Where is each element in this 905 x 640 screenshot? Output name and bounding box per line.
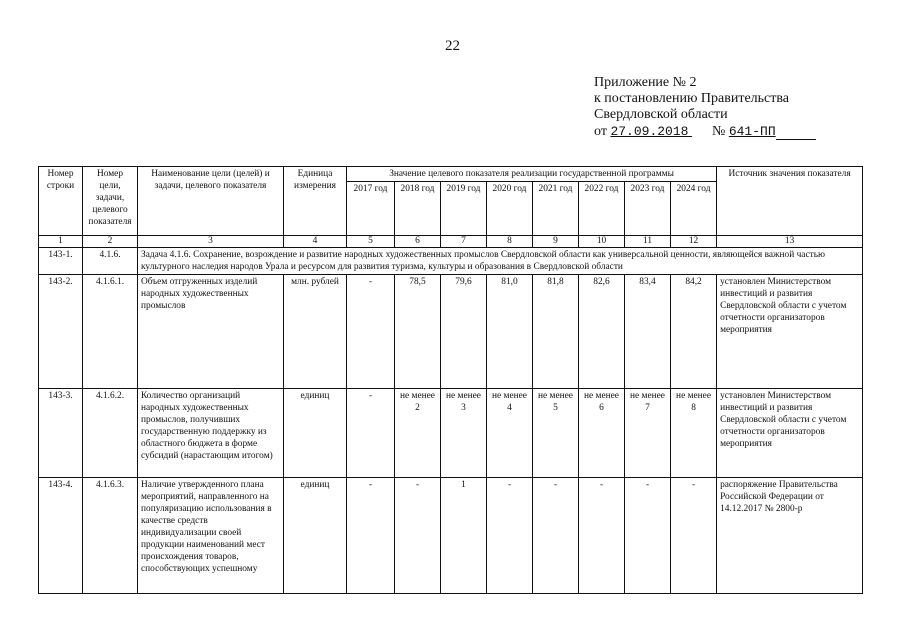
year-value: - [625, 478, 671, 594]
year-value: не менее 4 [487, 389, 533, 478]
appendix-line-2: к постановлению Правительства [594, 91, 790, 106]
appendix-title: Приложение № 2 [594, 75, 697, 90]
task-row [39, 248, 863, 275]
column-number: 13 [717, 236, 863, 248]
indicators-table [38, 166, 863, 594]
column-number: 12 [671, 236, 717, 248]
year-value: не менее 8 [671, 389, 717, 478]
year-value: не менее 6 [579, 389, 625, 478]
year-value: - [395, 478, 441, 594]
source: установлен Министерством инвестиций и развития Свердловской области с учетом отчетности организаторов мероприятия [717, 389, 863, 478]
header-year: 2023 год [625, 182, 671, 236]
year-value: 82,6 [579, 275, 625, 389]
year-value: не менее 7 [625, 389, 671, 478]
column-number: 9 [533, 236, 579, 248]
source: установлен Министерством инвестиций и развития Свердловской области с учетом отчетности организаторов мероприятия [717, 275, 863, 389]
task-description: Задача 4.1.6. Сохранение, возрождение и развитие народных художественных промыслов Свердловской области как универсальной ценности, являющейся важной частью культурного наследия народов Урала и ресурсом для развития туризма, культуры и образования в Свердловской области [138, 248, 863, 275]
header-source: Источник значения показателя [717, 167, 863, 236]
year-value: 78,5 [395, 275, 441, 389]
column-number: 5 [347, 236, 395, 248]
row-number: 143-2. [39, 275, 83, 389]
row-number: 143-3. [39, 389, 83, 478]
year-value: - [671, 478, 717, 594]
decree-date: 27.09.2018 [610, 124, 689, 139]
year-value: - [347, 478, 395, 594]
table-row [39, 389, 863, 478]
column-number: 2 [83, 236, 138, 248]
header-name: Наименование цели (целей) и задачи, целевого показателя [138, 167, 284, 236]
column-number: 11 [625, 236, 671, 248]
year-value: 84,2 [671, 275, 717, 389]
year-value: 1 [441, 478, 487, 594]
header-row-1 [39, 167, 863, 182]
year-value: не менее 5 [533, 389, 579, 478]
year-value: - [347, 389, 395, 478]
appendix-header [594, 75, 816, 140]
page-number: 22 [445, 38, 460, 54]
header-year: 2022 год [579, 182, 625, 236]
unit: млн. рублей [284, 275, 347, 389]
header-goal-number: Номер цели, задачи, целевого показателя [83, 167, 138, 236]
column-number: 8 [487, 236, 533, 248]
date-prefix: от [594, 124, 607, 139]
column-number-row [39, 236, 863, 248]
appendix-line-3: Свердловской области [594, 107, 728, 122]
column-number: 6 [395, 236, 441, 248]
row-number: 143-4. [39, 478, 83, 594]
goal-number: 4.1.6.2. [83, 389, 138, 478]
header-year: 2017 год [347, 182, 395, 236]
year-value: 83,4 [625, 275, 671, 389]
source: распоряжение Правительства Российской Федерации от 14.12.2017 № 2800-р [717, 478, 863, 594]
decree-number: 641-ПП [728, 124, 776, 139]
year-value: - [533, 478, 579, 594]
column-number: 10 [579, 236, 625, 248]
unit: единиц [284, 389, 347, 478]
table-row [39, 478, 863, 594]
column-number: 7 [441, 236, 487, 248]
header-values-group: Значение целевого показателя реализации государственной программы [347, 167, 717, 182]
date-underline-gap [688, 124, 708, 140]
header-row-number: Номер строки [39, 167, 83, 236]
table-row [39, 275, 863, 389]
indicator-name: Наличие утвержденного плана мероприятий, направленного на популяризацию использования в качестве средств индивидуализации своей продукции наименований мест происхождения товаров, способствующих успешному [138, 478, 284, 594]
header-year: 2020 год [487, 182, 533, 236]
year-value: 81,8 [533, 275, 579, 389]
goal-number: 4.1.6.3. [83, 478, 138, 594]
year-value: - [487, 478, 533, 594]
number-underline-tail [776, 123, 816, 140]
header-year: 2019 год [441, 182, 487, 236]
column-number: 3 [138, 236, 284, 248]
year-value: 81,0 [487, 275, 533, 389]
column-number: 1 [39, 236, 83, 248]
year-value: - [347, 275, 395, 389]
indicator-name: Количество организаций народных художественных промыслов, получивших государственную поддержку из областного бюджета в форме субсидий (нарастающим итогом) [138, 389, 284, 478]
year-value: не менее 3 [441, 389, 487, 478]
column-number: 4 [284, 236, 347, 248]
header-unit: Единица измерения [284, 167, 347, 236]
year-value: 79,6 [441, 275, 487, 389]
year-value: - [579, 478, 625, 594]
appendix-date-line [594, 123, 816, 140]
number-prefix: № [711, 124, 726, 139]
header-year: 2018 год [395, 182, 441, 236]
header-year: 2024 год [671, 182, 717, 236]
unit: единиц [284, 478, 347, 594]
indicator-name: Объем отгруженных изделий народных художественных промыслов [138, 275, 284, 389]
row-number: 143-1. [39, 248, 83, 275]
goal-number: 4.1.6.1. [83, 275, 138, 389]
header-year: 2021 год [533, 182, 579, 236]
year-value: не менее 2 [395, 389, 441, 478]
goal-number: 4.1.6. [83, 248, 138, 275]
